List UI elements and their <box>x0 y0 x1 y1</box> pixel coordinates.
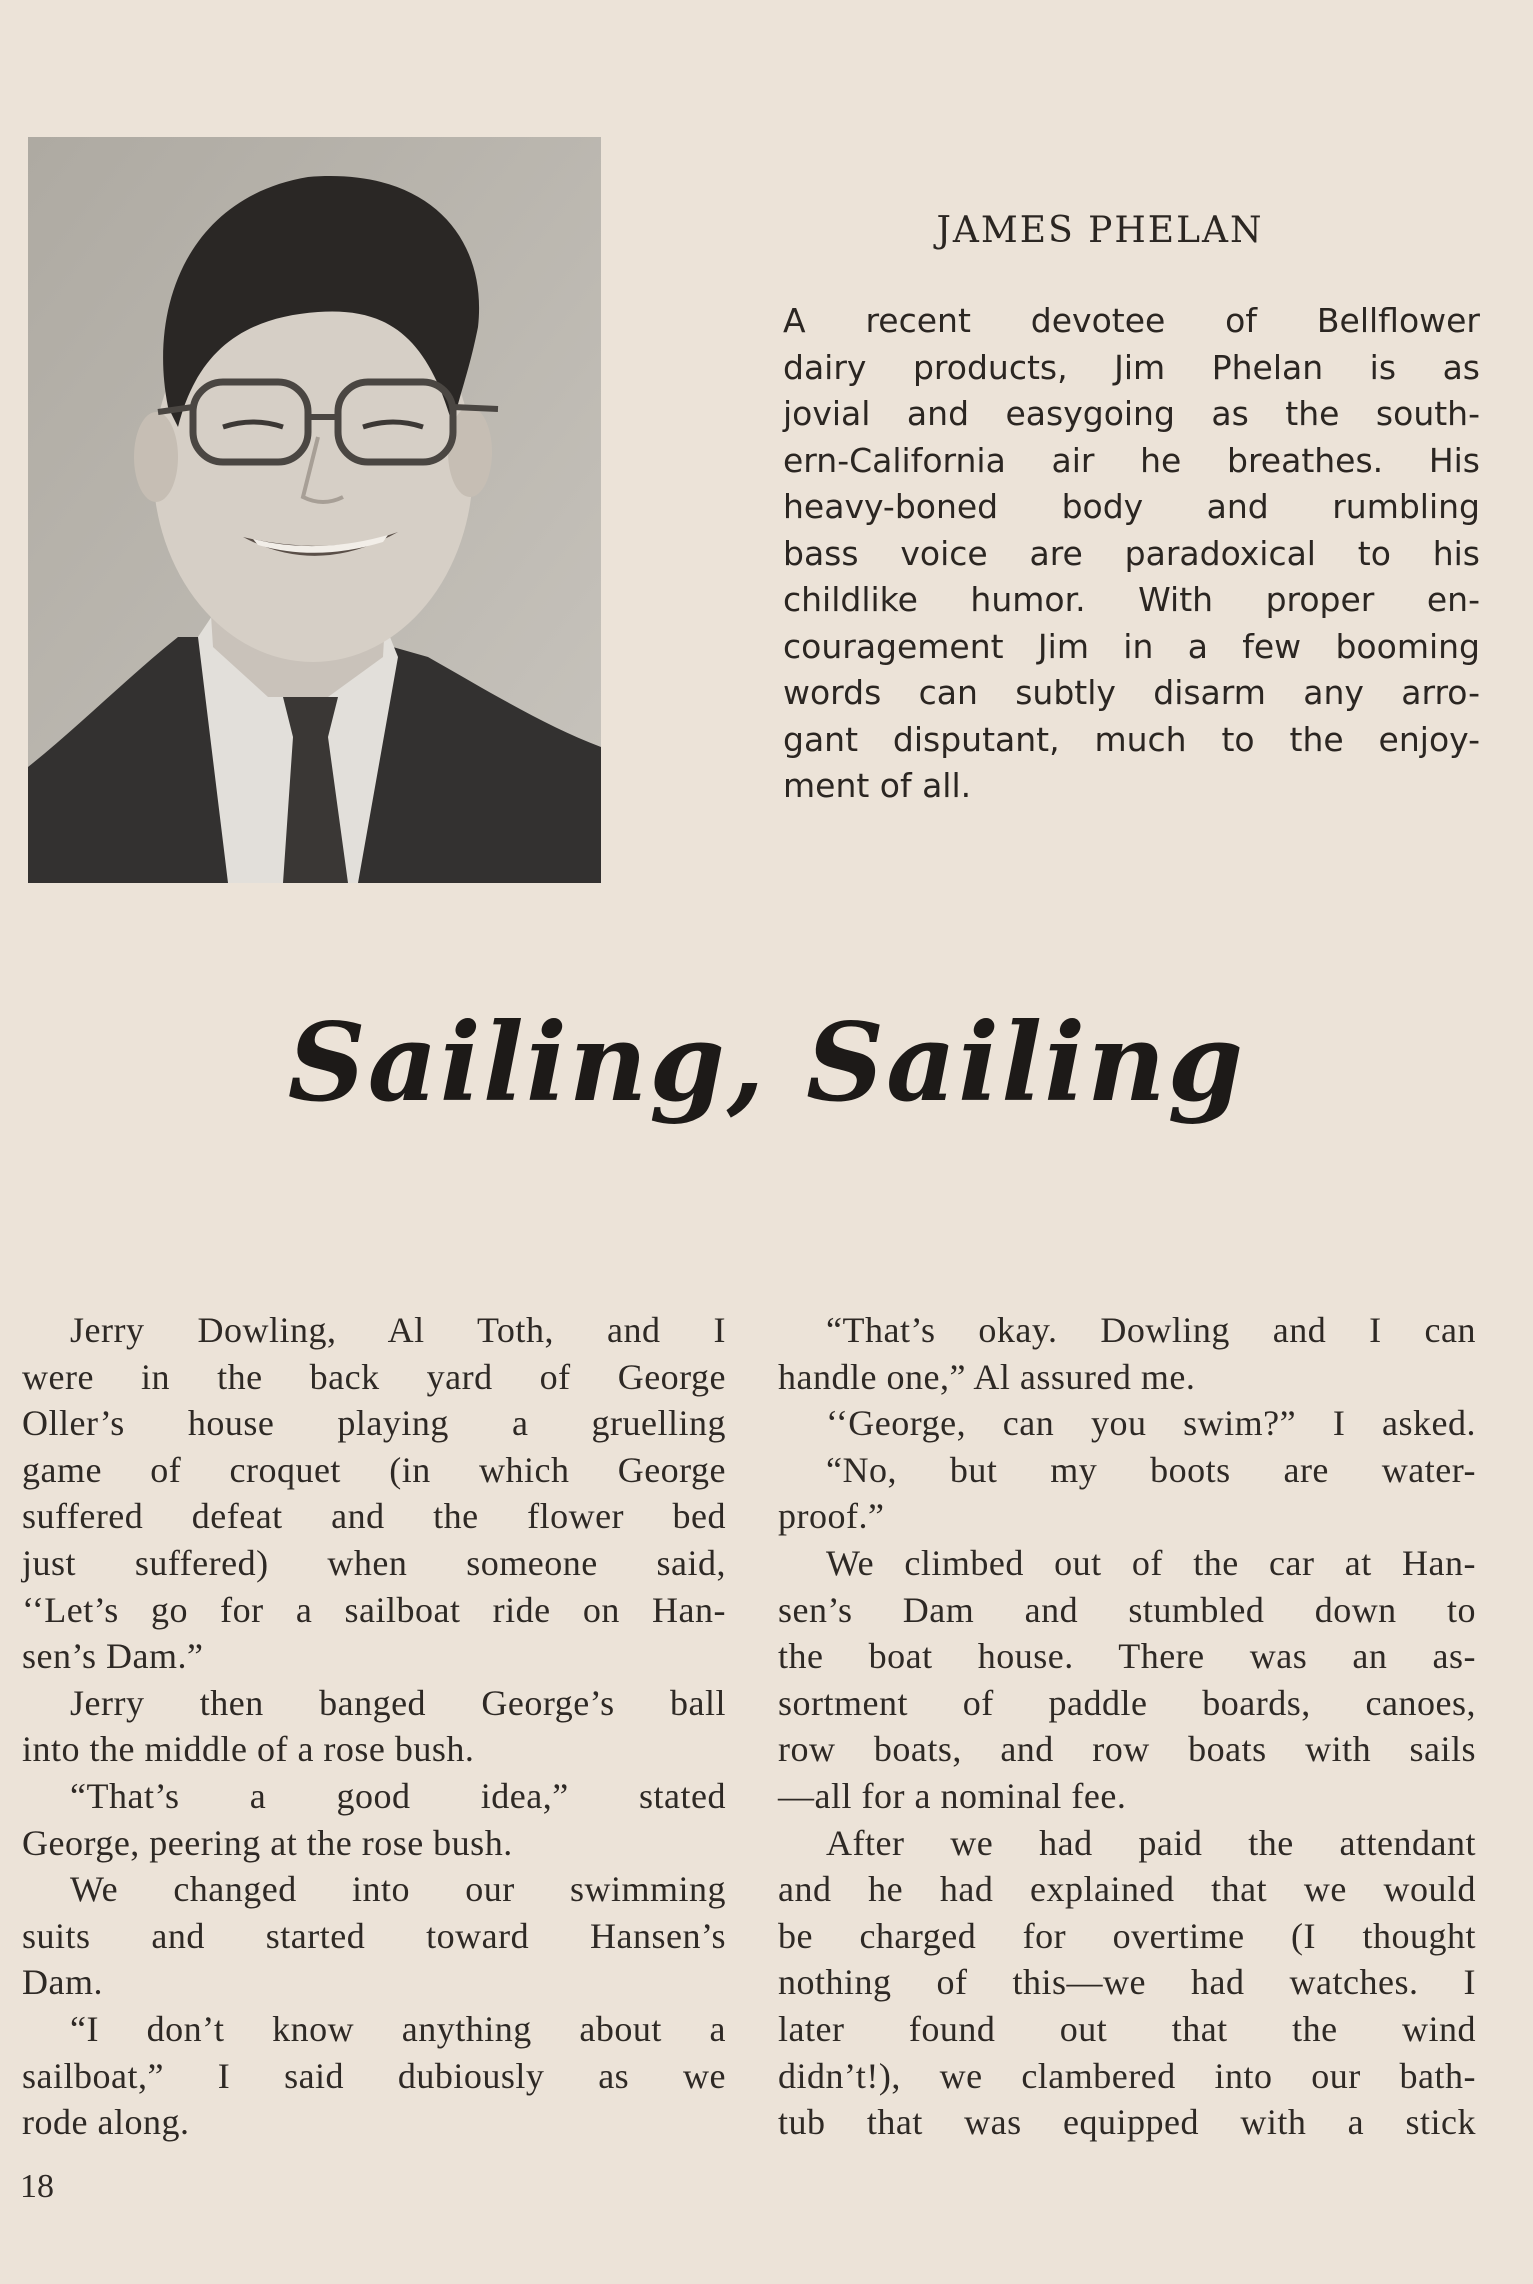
article-line: game of croquet (in which George <box>22 1449 726 1490</box>
page-number: 18 <box>20 2168 54 2205</box>
article-line: “No, but my boots are water- <box>826 1449 1476 1490</box>
article-line: nothing of this—we had watches. I <box>778 1962 1476 2003</box>
article-line: row boats, and row boats with sails <box>778 1729 1476 1770</box>
bio-line: heavy-boned body and rumbling <box>783 487 1480 526</box>
article-line: and he had explained that we would <box>778 1869 1476 1910</box>
article-line: “That’s a good idea,” stated <box>70 1775 726 1816</box>
article-line: “That’s okay. Dowling and I can <box>826 1310 1476 1350</box>
article-line: We changed into our swimming <box>70 1869 726 1910</box>
article-line: sortment of paddle boards, canoes, <box>778 1682 1476 1723</box>
bio-name: JAMES PHELAN <box>936 210 1264 251</box>
article-line: After we had paid the attendant <box>826 1822 1476 1863</box>
article-line: —all for a nominal fee. <box>778 1775 1127 1816</box>
article-column-left <box>22 1307 726 2146</box>
article-line: Jerry Dowling, Al Toth, and I <box>70 1310 726 1350</box>
article-line: proof.” <box>778 1496 885 1537</box>
article-line: ‘‘George, can you swim?” I asked. <box>826 1403 1476 1444</box>
article-line: sailboat,” I said dubiously as we <box>22 2055 726 2096</box>
article-column-right <box>778 1307 1476 2146</box>
article-line: into the middle of a rose bush. <box>22 1729 475 1770</box>
article-line: tub that was equipped with a stick <box>778 2102 1476 2143</box>
article-line: later found out that the wind <box>778 2008 1476 2049</box>
article-line: We climbed out of the car at Han- <box>826 1542 1476 1583</box>
bio-line: jovial and easygoing as the south- <box>783 394 1480 433</box>
article-line: Oller’s house playing a gruelling <box>22 1403 726 1444</box>
article-line: rode along. <box>22 2102 190 2143</box>
bio-line: ern-California air he breathes. His <box>783 440 1480 480</box>
portrait-photo <box>28 137 601 883</box>
article-line: sen’s Dam and stumbled down to <box>778 1589 1476 1630</box>
article-line: were in the back yard of George <box>22 1356 726 1397</box>
bio-line: ment of all. <box>783 766 972 805</box>
portrait-illustration <box>28 137 601 883</box>
bio-line: words can subtly disarm any arro- <box>783 673 1480 712</box>
bio-paragraph <box>783 298 1480 810</box>
bio-line: dairy products, Jim Phelan is as <box>783 347 1480 387</box>
article-line: be charged for overtime (I thought <box>778 1915 1476 1956</box>
article-line: George, peering at the rose bush. <box>22 1822 513 1863</box>
article-line: didn’t!), we clambered into our bath- <box>778 2055 1476 2096</box>
article-line: Jerry then banged George’s ball <box>70 1682 726 1723</box>
article-line: suits and started toward Hansen’s <box>22 1915 726 1956</box>
bio-line: childlike humor. With proper en- <box>783 580 1480 619</box>
bio-line: couragement Jim in a few booming <box>783 626 1480 666</box>
article-line: Dam. <box>22 1962 103 2003</box>
bio-line: A recent devotee of Bellflower <box>783 301 1480 340</box>
article-line: ‘‘Let’s go for a sailboat ride on Han- <box>22 1589 726 1630</box>
article-line: just suffered) when someone said, <box>22 1542 726 1583</box>
bio-line: gant disputant, much to the enjoy- <box>783 719 1480 759</box>
article-line: sen’s Dam.” <box>22 1636 204 1677</box>
article-line: handle one,” Al assured me. <box>778 1356 1196 1397</box>
article-title: Sailing, Sailing <box>287 1000 1246 1126</box>
article-line: “I don’t know anything about a <box>70 2008 726 2049</box>
article-line: the boat house. There was an as- <box>778 1636 1476 1677</box>
bio-line: bass voice are paradoxical to his <box>783 533 1480 573</box>
article-line: suffered defeat and the flower bed <box>22 1496 726 1537</box>
